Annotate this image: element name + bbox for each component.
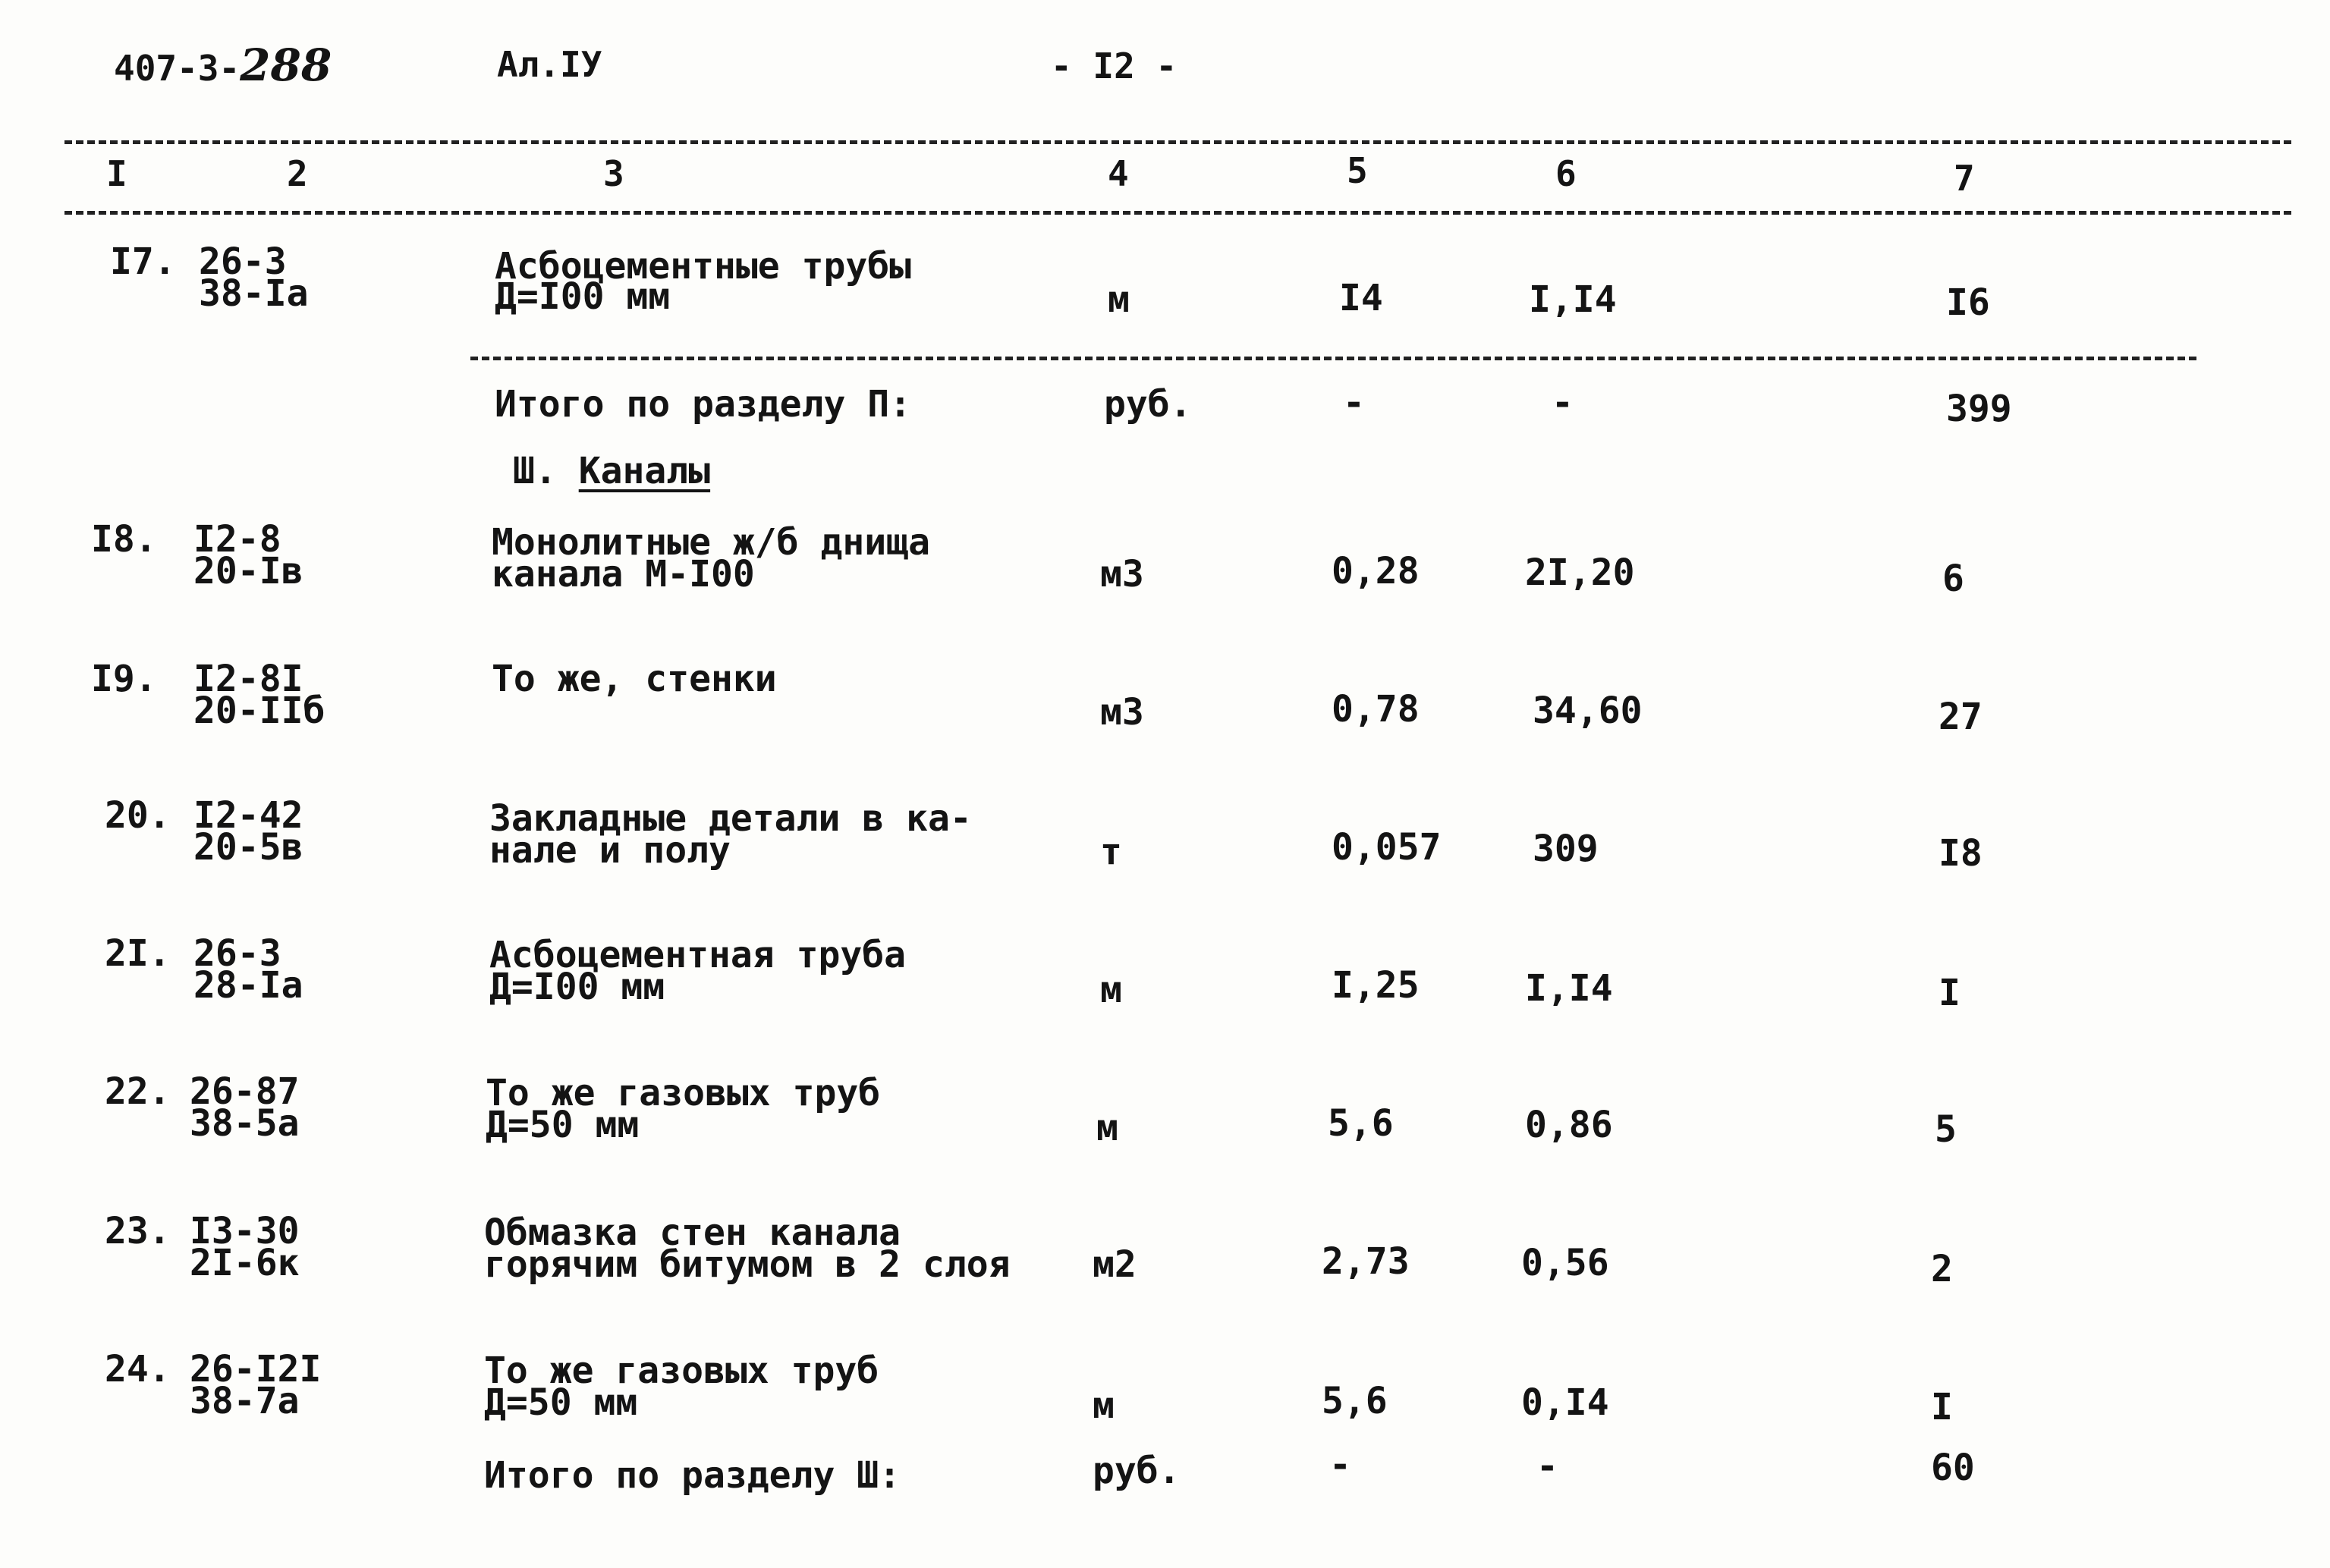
album-label: Ал.IУ: [497, 44, 602, 85]
row-number: 20.: [105, 794, 171, 837]
row-description-line2: Д=I00 мм: [489, 966, 665, 1008]
row-description-line1: То же, стенки: [492, 658, 777, 700]
row-number: 24.: [105, 1348, 171, 1390]
row-code-secondary: 2I-6к: [190, 1242, 300, 1284]
row-quantity: 0,78: [1332, 688, 1420, 731]
column-number-2: 2: [287, 153, 308, 194]
column-number-1: I: [106, 153, 127, 194]
row-code-primary: I2-8: [193, 518, 281, 561]
row-code-primary: 26-I2I: [190, 1348, 322, 1390]
row-description-line1: Обмазка стен канала: [484, 1211, 901, 1254]
row-unit: м2: [1093, 1243, 1137, 1286]
subtotal-unit: руб.: [1104, 383, 1192, 426]
column-number-5: 5: [1347, 150, 1368, 191]
row-code-secondary: 20-Iв: [193, 550, 303, 592]
column-number-3: 3: [603, 153, 624, 194]
row-number: 2I.: [105, 932, 171, 975]
row-unit: м: [1093, 1384, 1115, 1427]
row-unit-price: 0,56: [1521, 1242, 1609, 1284]
row-unit: м3: [1100, 553, 1144, 595]
row-code-primary: I3-30: [190, 1210, 300, 1252]
row-description-line2: канала М-I00: [492, 553, 755, 595]
row-number: I8.: [91, 518, 157, 561]
row-unit-price: 0,I4: [1521, 1381, 1609, 1424]
row-quantity: 5,6: [1328, 1102, 1394, 1145]
subtotal-price: -: [1536, 1445, 1558, 1488]
row-description-line1: Асбоцементная труба: [489, 934, 907, 976]
row-quantity: 0,057: [1332, 826, 1442, 869]
row-code-secondary: 20-5в: [193, 826, 303, 869]
row-unit: т: [1100, 831, 1122, 873]
row-total: 27: [1939, 696, 1983, 738]
row-description-line2: горячим битумом в 2 слоя: [484, 1243, 1011, 1286]
subtotal-label: Итого по разделу П:: [495, 383, 912, 426]
row-unit: м: [1100, 969, 1122, 1011]
row-unit: м: [1096, 1107, 1118, 1149]
row-number: 22.: [105, 1070, 171, 1113]
row-description-line1: Асбоцементные трубы: [495, 245, 912, 288]
row-unit-price: I,I4: [1525, 967, 1613, 1010]
row-code-primary: I2-42: [193, 794, 303, 837]
row-total: I: [1931, 1386, 1953, 1428]
row-code-secondary: 28-Iа: [193, 964, 303, 1007]
column-number-4: 4: [1108, 153, 1129, 194]
section-heading: [513, 450, 711, 492]
table-header-bottom-rule: [64, 211, 2291, 215]
column-number-6: 6: [1555, 153, 1577, 194]
subtotal-quantity: -: [1343, 382, 1365, 424]
subtotal-quantity: -: [1329, 1444, 1351, 1486]
row-description-line2: Д=I00 мм: [495, 275, 671, 318]
row-quantity: I4: [1339, 277, 1383, 319]
document-code: [114, 39, 332, 91]
section-number: Ш.: [513, 450, 557, 492]
row-code-secondary: 38-Iа: [199, 272, 309, 315]
row-unit-price: 34,60: [1533, 690, 1643, 732]
row-code-secondary: 38-5а: [190, 1102, 300, 1145]
row-description-line1: Закладные детали в ка-: [489, 797, 972, 840]
row-total: 6: [1942, 558, 1964, 600]
row-description-line1: То же газовых труб: [484, 1350, 879, 1392]
section-divider-rule: [470, 357, 2196, 360]
row-unit-price: I,I4: [1529, 278, 1617, 321]
document-code-handwritten: 288: [240, 39, 332, 91]
row-description-line1: Монолитные ж/б днища: [492, 521, 930, 564]
row-number: I7.: [110, 240, 176, 283]
row-quantity: I,25: [1332, 964, 1420, 1007]
row-number: 23.: [105, 1210, 171, 1252]
row-description-line2: нале и полу: [489, 829, 731, 872]
row-total: I8: [1939, 832, 1983, 875]
row-code-primary: 26-87: [190, 1070, 300, 1113]
subtotal-unit: руб.: [1093, 1450, 1181, 1492]
row-total: I6: [1946, 281, 1990, 324]
row-code-secondary: 38-7а: [190, 1380, 300, 1422]
row-description-line1: То же газовых труб: [486, 1072, 881, 1114]
row-total: 2: [1931, 1248, 1953, 1290]
row-code-primary: 26-3: [199, 240, 287, 283]
row-description-line2: Д=50 мм: [486, 1104, 640, 1146]
row-description-line2: Д=50 мм: [484, 1381, 638, 1424]
subtotal-total: 60: [1931, 1447, 1975, 1489]
row-unit-price: 0,86: [1525, 1104, 1613, 1146]
row-quantity: 5,6: [1322, 1380, 1388, 1422]
row-total: 5: [1935, 1108, 1957, 1151]
row-unit-price: 309: [1533, 828, 1599, 870]
column-number-7: 7: [1954, 158, 1975, 199]
row-total: I: [1939, 972, 1961, 1014]
section-title: Каналы: [578, 450, 711, 492]
row-code-secondary: 20-IIб: [193, 690, 325, 732]
table-top-rule: [64, 140, 2291, 144]
document-code-prefix: 407-3-: [114, 48, 241, 89]
row-code-primary: 26-3: [193, 932, 281, 975]
subtotal-price: -: [1552, 382, 1574, 424]
row-number: I9.: [91, 658, 157, 700]
row-unit: м: [1108, 278, 1130, 321]
row-quantity: 2,73: [1322, 1240, 1410, 1283]
row-unit-price: 2I,20: [1525, 551, 1635, 594]
page-number: - I2 -: [1051, 46, 1178, 86]
row-code-primary: I2-8I: [193, 658, 303, 700]
subtotal-total: 399: [1946, 388, 2012, 430]
row-quantity: 0,28: [1332, 550, 1420, 592]
subtotal-label: Итого по разделу Ш:: [484, 1454, 901, 1497]
row-unit: м3: [1100, 691, 1144, 734]
